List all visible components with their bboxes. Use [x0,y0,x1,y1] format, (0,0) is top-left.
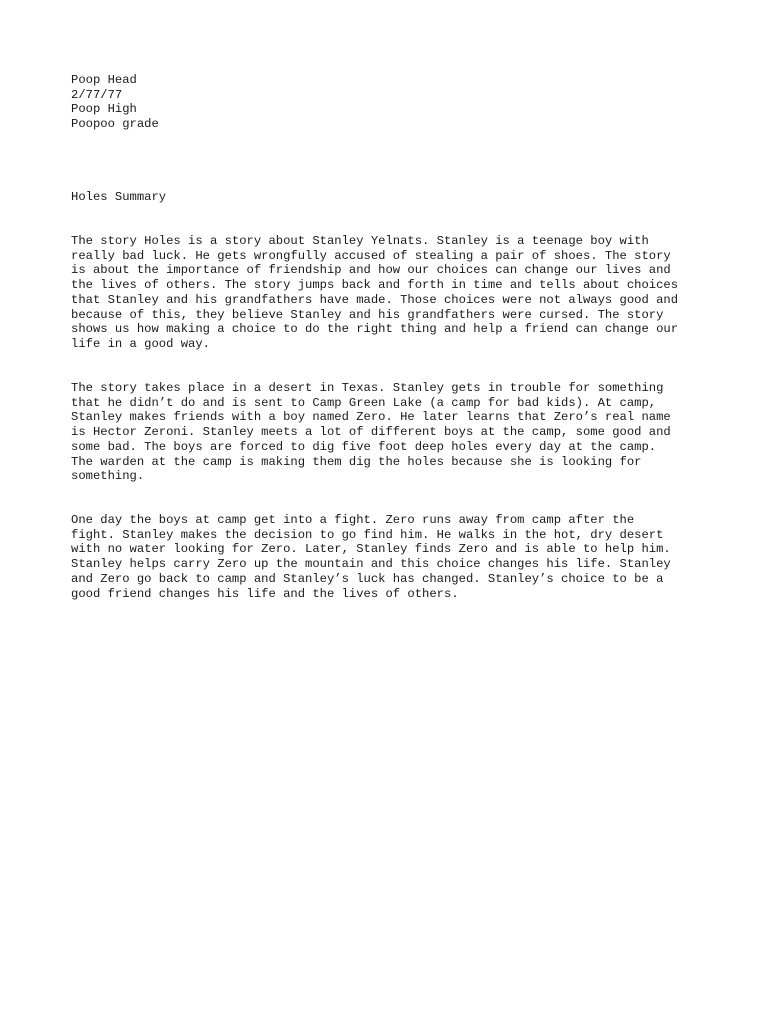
school-name: Poop High [71,102,137,117]
paragraph-line: and Zero go back to camp and Stanley’s luck has changed. Stanley’s choice to be a [71,571,664,586]
grade-level: Poopoo grade [71,117,159,132]
paragraph-line: The story Holes is a story about Stanley Yelnats. Stanley is a teenage boy with [71,234,649,248]
paragraph-line: shows us how making a choice to do the right thing and help a friend can change our [71,322,679,337]
paragraph-line: Stanley makes friends with a boy named Zero. He later learns that Zero’s real name [71,410,671,425]
paragraph-line: is Hector Zeroni. Stanley meets a lot of different boys at the camp, some good and [71,425,671,440]
paragraph-line: The story takes place in a desert in Texas. Stanley gets in trouble for something [71,381,664,395]
document-date: 2/77/77 [71,87,123,102]
paragraph-line: fight. Stanley makes the decision to go find him. He walks in the hot, dry desert [71,527,664,542]
paragraph-line: Stanley helps carry Zero up the mountain and this choice changes his life. Stanley [71,557,671,572]
paragraph-line: the lives of others. The story jumps back and forth in time and tells about choices [71,278,679,293]
paragraph-line: good friend changes his life and the lives of others. [71,586,459,601]
paragraph-line: that Stanley and his grandfathers have made. Those choices were not always good and [71,292,679,307]
paragraph-line: One day the boys at camp get into a fight. Zero runs away from camp after the [71,513,635,527]
paragraph-line: is about the importance of friendship and how our choices can change our lives and [71,263,671,278]
paragraph-line: The warden at the camp is making them dig the holes because she is looking for [71,454,642,469]
author-name: Poop Head [71,73,137,87]
paragraph-line: life in a good way. [71,336,210,351]
paragraph-intro [71,234,711,352]
paragraph-line: some bad. The boys are forced to dig five foot deep holes every day at the camp. [71,439,657,454]
paragraph-line: that he didn’t do and is sent to Camp Green Lake (a camp for bad kids). At camp, [71,395,657,410]
paragraph-line: because of this, they believe Stanley and his grandfathers were cursed. The story [71,307,664,322]
paragraph-line: with no water looking for Zero. Later, Stanley finds Zero and is able to help him. [71,542,671,557]
paragraph-conclusion [71,513,711,601]
paragraph-line: something. [71,469,145,484]
document-header [71,73,711,132]
paragraph-line: really bad luck. He gets wrongfully accused of stealing a pair of shoes. The story [71,248,671,263]
paragraph-setting [71,381,711,484]
document-title: Holes Summary [71,190,167,204]
